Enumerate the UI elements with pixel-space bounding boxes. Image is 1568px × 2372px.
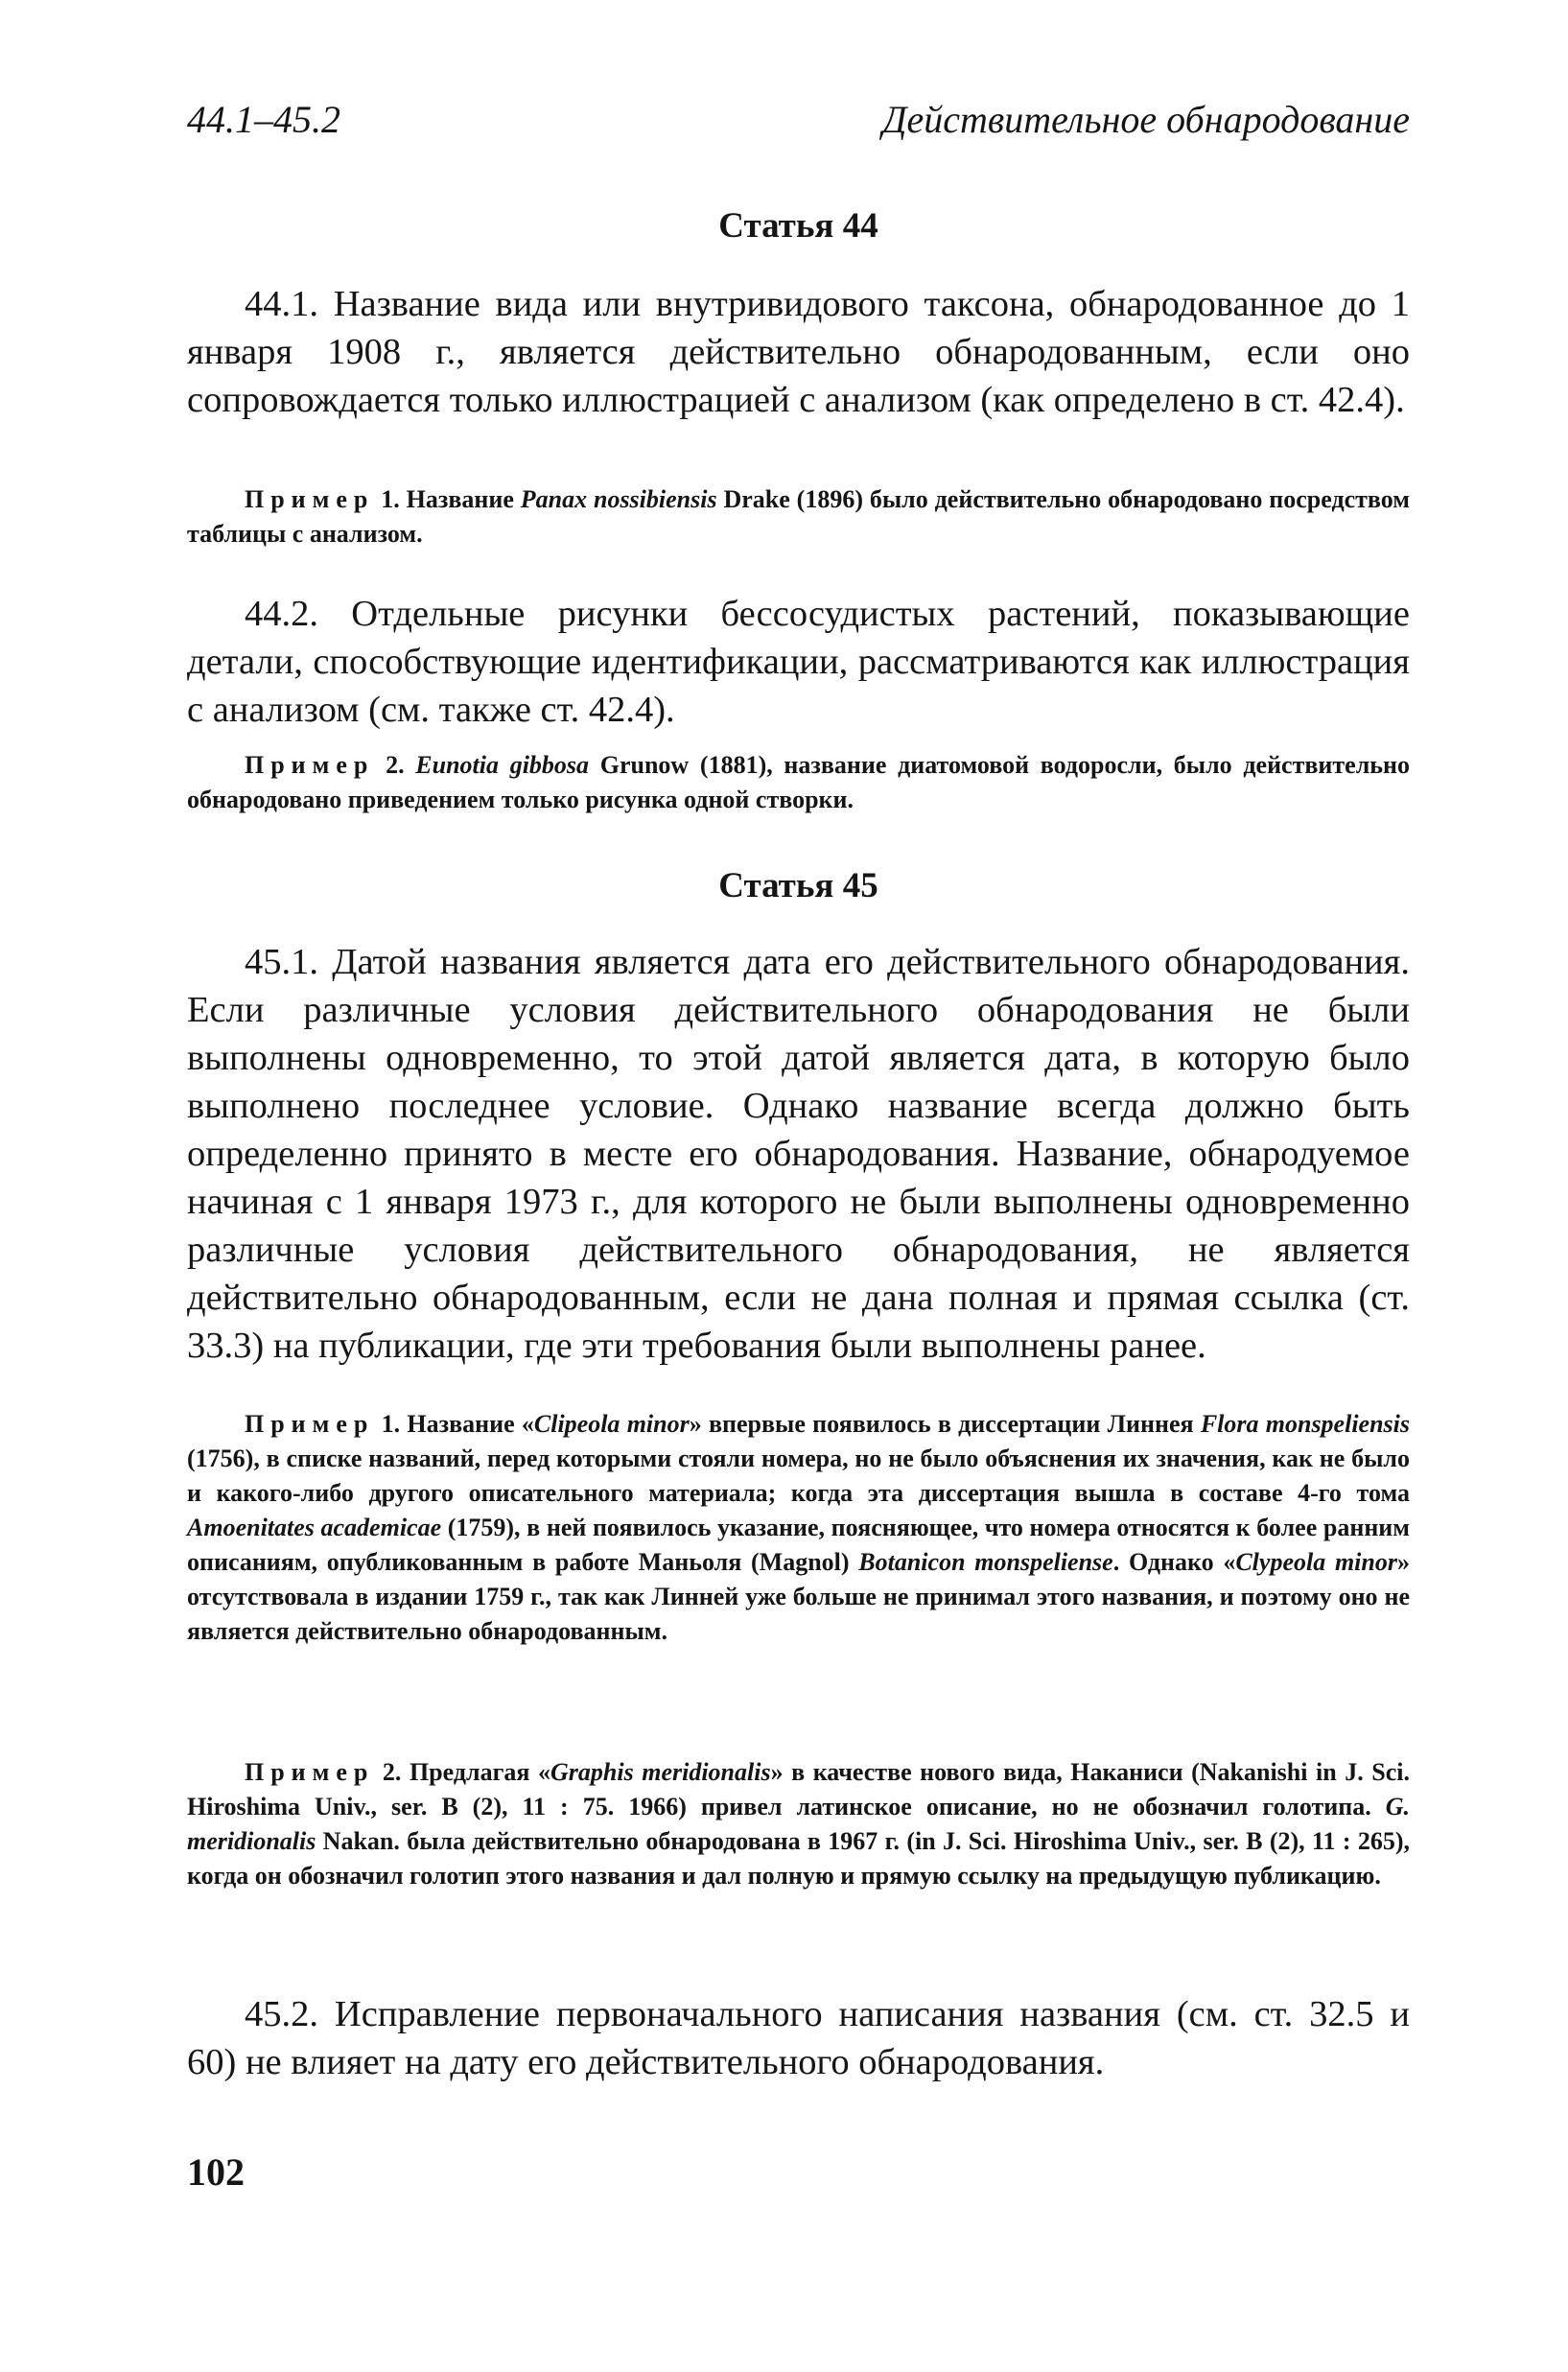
paragraph-44-1: 44.1. Название вида или внутривидового таксона, обнародованное до 1 января 1908 г., является действительно обнародованным, если оно сопровождается только иллюстрацией с анализом (как определено в ст. 42.4). [187, 284, 1410, 420]
running-head-chapter-title: Действительное обнародование [882, 98, 1410, 141]
example-text: (1759), в ней появилось указание, поясняющее, что номера относятся к более ранним описаниям, опубликованным в работе Маньоля (Magnol) [187, 1514, 1410, 1576]
taxon-name: Clipeola minor [533, 1410, 690, 1438]
paragraph-45-1: 45.1. Датой названия является дата его действительного обнародования. Если различные условия действительного обнародования не были выполнены одновременно, то этой датой является дата, в которую было выполнено последнее условие. Однако название всегда должно быть определенно принято в месте его обнародования. Название, обнародуемое начиная с 1 января 1973 г., для которого не были выполнены одновременно различные условия действительного обнародования, не является действительно обнародованным, если не дана полная и прямая ссылка (ст. 33.3) на публикации, где эти требования были выполнены ранее. [187, 942, 1410, 1366]
article-44-title: Статья 44 [718, 206, 878, 246]
example-lead: Пример [245, 485, 375, 513]
page-number: 102 [187, 2150, 245, 2194]
example-text: » отсутствовала в издании 1759 г., так как Линней уже больше не принимал этого названия, и поэтому оно не является действительно обнародованным. [187, 1548, 1410, 1645]
work-title: Botanicon monspeliense [858, 1548, 1113, 1576]
article-45-example-2 [187, 1755, 1410, 1893]
example-text: 1. Название « [374, 1410, 534, 1438]
example-lead: Пример [245, 751, 375, 779]
taxon-name: Panax nossibiensis [520, 485, 717, 513]
article-45-title: Статья 45 [718, 866, 878, 905]
example-text: (1756), в списке названий, перед которыми стояли номера, но не было объяснения их значения, как не было и какого-либо другого описательного материала; когда эта диссертация вышла в составе 4-го тома [187, 1444, 1410, 1507]
example-text: 2. Предлагая « [374, 1758, 550, 1786]
article-45-example-1 [187, 1407, 1410, 1649]
example-text: Drake (1896) было действительно обнародовано посредством таблицы с анализом. [187, 485, 1411, 548]
paragraph-44-2: 44.2. Отдельные рисунки бессосудистых растений, показывающие детали, способствующие идентификации, рассматриваются как иллюстрация с анализом (см. также ст. 42.4). [187, 594, 1410, 730]
example-text: . Однако « [1112, 1548, 1236, 1576]
work-title: Amoenitates academicae [187, 1514, 442, 1541]
running-head-section-range: 44.1–45.2 [187, 98, 340, 141]
paragraph-45-2: 45.2. Исправление первоначального написания названия (см. ст. 32.5 и 60) не влияет на дату его действительного обнародования. [187, 1994, 1410, 2082]
article-44-example-1 [187, 482, 1410, 552]
taxon-name: Graphis meridionalis [550, 1758, 771, 1786]
example-text: » впервые появилось в диссертации Линнея [689, 1410, 1201, 1438]
taxon-name: Eunotia gibbosa [415, 751, 590, 779]
taxon-name: G. meridionalis [187, 1793, 1410, 1855]
example-text: » в качестве нового вида, Наканиси (Nakanishi in J. Sci. Hiroshima Univ., ser. B (2), 11 : 75. 1966) привел латинское описание, но не обозначил голотипа. [187, 1758, 1411, 1820]
example-text: 2. [374, 751, 416, 779]
example-lead: Пример [245, 1758, 375, 1786]
taxon-name: Clypeola minor [1235, 1548, 1397, 1576]
work-title: Flora monspeliensis [1200, 1410, 1411, 1438]
example-text: 1. Название [374, 485, 521, 513]
running-head [187, 96, 1410, 144]
example-text: Nakan. была действительно обнародована в 1967 г. (in J. Sci. Hiroshima Univ., ser. B (2), 11 : 265), когда он обозначил голотип этого названия и дал полную и прямую ссылку на предыдущую публикацию. [187, 1827, 1410, 1890]
example-lead: Пример [245, 1410, 375, 1438]
example-text: Grunow (1881), название диатомовой водоросли, было действительно обнародовано приведением только рисунка одной створки. [187, 751, 1411, 813]
article-44-example-2 [187, 748, 1410, 817]
